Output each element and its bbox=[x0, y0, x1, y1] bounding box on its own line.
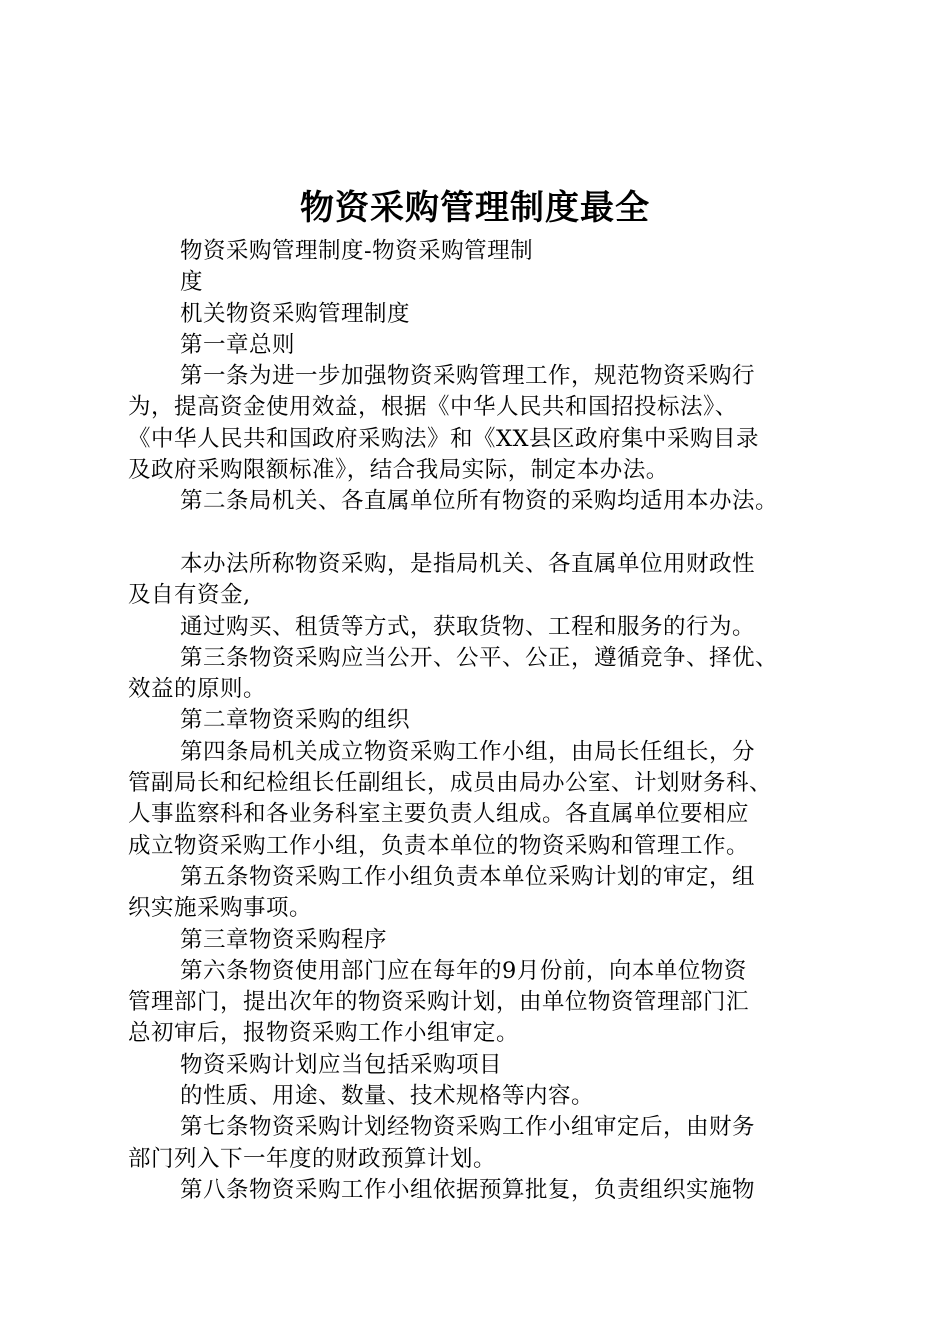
paragraph-line: 效益的原则。 bbox=[128, 676, 267, 703]
paragraph-line: 第六条物资使用部门应在每年的9月份前，向本单位物资 bbox=[180, 957, 747, 984]
paragraph-line: 第二条局机关、各直属单位所有物资的采购均适用本办法。 bbox=[180, 488, 779, 515]
paragraph-line: 为，提高资金使用效益，根据《中华人民共和国招投标法》、 bbox=[128, 394, 738, 421]
chapter-heading: 第三章物资采购程序 bbox=[180, 926, 388, 953]
paragraph-line: 本办法所称物资采购，是指局机关、各直属单位用财政性 bbox=[180, 550, 756, 577]
paragraph-line: 及政府采购限额标准》，结合我局实际，制定本办法。 bbox=[128, 457, 669, 484]
paragraph-line: 《中华人民共和国政府采购法》和《XX县区政府集中采购目录 bbox=[128, 425, 760, 452]
paragraph-line: 管副局长和纪检组长任副组长，成员由局办公室、计划财务科、 bbox=[128, 770, 773, 797]
paragraph-line: 的性质、用途、数量、技术规格等内容。 bbox=[180, 1083, 595, 1110]
paragraph-line: 机关物资采购管理制度 bbox=[180, 300, 411, 327]
paragraph-line: 部门列入下一年度的财政预算计划。 bbox=[128, 1145, 497, 1172]
chapter-heading: 第一章总则 bbox=[180, 331, 296, 358]
chapter-heading: 第二章物资采购的组织 bbox=[180, 707, 411, 734]
paragraph-line: 总初审后，报物资采购工作小组审定。 bbox=[128, 1020, 520, 1047]
paragraph-line: 成立物资采购工作小组，负责本单位的物资采购和管理工作。 bbox=[128, 832, 750, 859]
paragraph-line: 第一条为进一步加强物资采购管理工作，规范物资采购行 bbox=[180, 363, 756, 390]
paragraph-line: 度 bbox=[180, 269, 204, 296]
paragraph-line: 及自有资金, bbox=[128, 582, 251, 609]
paragraph-line: 第三条物资采购应当公开、公平、公正，遵循竞争、择优、 bbox=[180, 644, 779, 671]
paragraph-line: 第四条局机关成立物资采购工作小组，由局长任组长，分 bbox=[180, 738, 756, 765]
paragraph-line: 物资采购计划应当包括采购项目 bbox=[180, 1051, 503, 1078]
paragraph-line: 第七条物资采购计划经物资采购工作小组审定后，由财务 bbox=[180, 1114, 756, 1141]
blank-line bbox=[128, 518, 840, 549]
paragraph-line: 物资采购管理制度-物资采购管理制 bbox=[180, 238, 534, 264]
paragraph-line: 织实施采购事项。 bbox=[128, 895, 313, 922]
document-title: 物资采购管理制度最全 bbox=[300, 188, 650, 228]
paragraph-line: 第八条物资采购工作小组依据预算批复，负责组织实施物 bbox=[180, 1176, 756, 1203]
paragraph-line: 人事监察科和各业务科室主要负责人组成。各直属单位要相应 bbox=[128, 801, 750, 828]
paragraph-line: 第五条物资采购工作小组负责本单位采购计划的审定，组 bbox=[180, 863, 756, 890]
paragraph-line: 通过购买、租赁等方式，获取货物、工程和服务的行为。 bbox=[180, 613, 756, 640]
paragraph-line: 管理部门，提出次年的物资采购计划，由单位物资管理部门汇 bbox=[128, 989, 750, 1016]
document-body bbox=[128, 236, 840, 1206]
